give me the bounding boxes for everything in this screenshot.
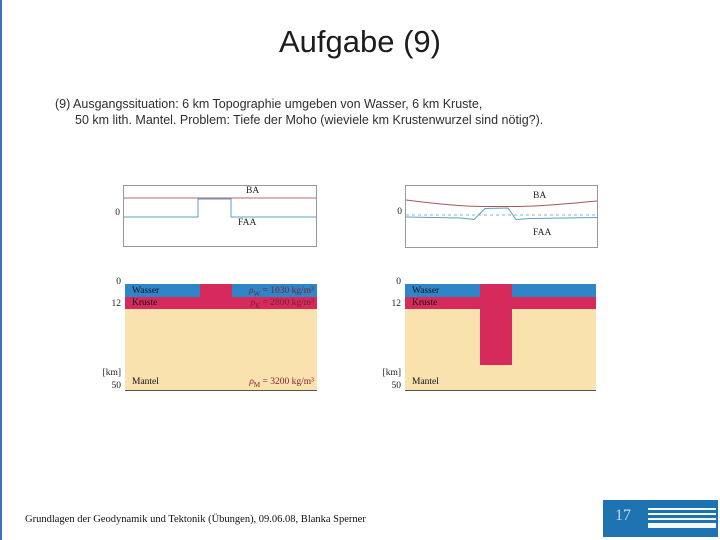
mantle-label: Mantel [412,377,439,387]
ba-label: BA [246,186,260,196]
faa-line [124,199,316,217]
right-anomaly-plot [405,185,598,248]
crust-density-label: $\rho_K = 2800$ kg/m³ [250,298,314,310]
footer-credit: Grundlagen der Geodynamik und Tektonik (Übungen), 09.06.08, Blanka Sperner [25,514,366,525]
right-anomaly-plot-canvas [406,186,597,247]
decorative-stripe [648,513,716,515]
right-section-axis-50: 50 [391,381,401,391]
right-section-axis-unit: [km] [382,368,401,378]
mantle-density-label: $\rho_M = 3200$ kg/m³ [249,377,314,389]
left-section-axis-0: 0 [116,277,121,287]
left-anomaly-plot [123,185,317,247]
left-section-axis-50: 50 [111,381,121,391]
page-number: 17 [615,507,631,524]
crustal-root-column [480,284,512,365]
slide-body-text [55,96,675,128]
water-label: Wasser [412,286,440,296]
left-anomaly-plot-canvas [124,186,316,246]
crust-label: Kruste [412,298,438,308]
right-section-axis-0: 0 [396,277,401,287]
water-label: Wasser [132,286,160,296]
crust-label: Kruste [132,298,158,308]
right-cross-section [405,284,596,391]
left-plot-zero-tick-label: 0 [115,208,120,218]
left-section-axis-unit: [km] [102,368,121,378]
ba-label: BA [533,191,547,201]
right-plot-zero-tick-label: 0 [397,207,402,217]
slide-title: Aufgabe (9) [279,24,441,59]
decorative-stripe [648,518,716,520]
body-line-1: (9) Ausgangssituation: 6 km Topographie umgeben von Wasser, 6 km Kruste, [55,97,483,111]
mantle-label: Mantel [132,377,159,387]
right-section-axis-12: 12 [391,299,401,309]
left-cross-section [125,284,317,391]
crust-topography-notch [200,284,232,297]
slide-left-accent-bar [0,0,2,540]
left-section-axis-12: 12 [111,299,121,309]
decorative-stripe [648,523,716,528]
faa-line [406,208,597,220]
decorative-stripe [648,508,716,510]
faa-label: FAA [533,228,552,238]
ba-line [406,200,597,207]
faa-label: FAA [238,218,257,228]
water-density-label: $\rho_W = 1030$ kg/m³ [248,286,314,298]
body-line-2: 50 km lith. Mantel. Problem: Tiefe der Moho (wieviele km Krustenwurzel sind nötig?). [75,113,544,127]
page-number-box [603,500,718,537]
